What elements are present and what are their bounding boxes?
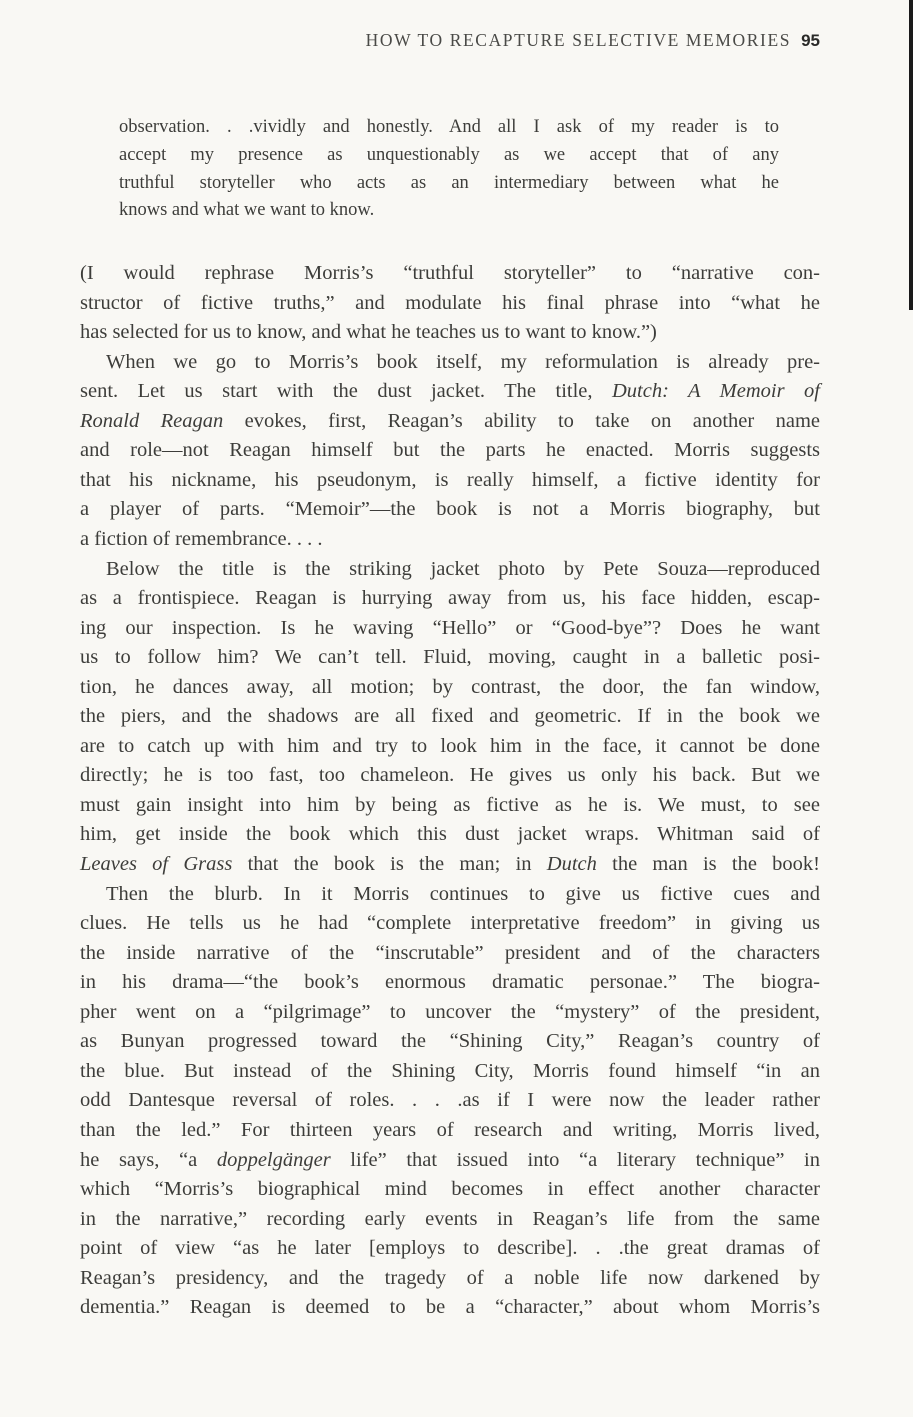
text-segment: a player of parts. “Memoir”—the book is not a Morris biography, but	[80, 498, 820, 521]
body-line	[80, 1030, 820, 1053]
text-segment: accept my presence as unquestionably as we accept that of any	[119, 144, 779, 165]
body-line	[80, 676, 820, 699]
text-segment: as Bunyan progressed toward the “Shining City,” Reagan’s country of	[80, 1030, 820, 1053]
body-line	[80, 1267, 820, 1290]
text-segment: Reagan’s presidency, and the tragedy of a noble life now darkened by	[80, 1266, 820, 1289]
body-line	[80, 587, 820, 610]
body-line	[80, 764, 820, 787]
body-line	[80, 321, 820, 344]
body-line	[80, 853, 820, 876]
body-line	[80, 971, 820, 994]
text-segment: that the book is the man; in	[232, 853, 547, 875]
italic-text: doppelgänger	[216, 1148, 331, 1171]
body-line	[80, 1060, 820, 1083]
text-segment: life” that issued into “a literary technique” in	[330, 1148, 820, 1171]
text-segment: (I would rephrase Morris’s “truthful storyteller” to “narrative con-	[80, 262, 820, 284]
text-segment: observation. . .vividly and honestly. And all I ask of my reader is to	[119, 117, 779, 137]
italic-text: Ronald Reagan	[80, 409, 224, 432]
quote-line	[119, 200, 779, 221]
text-segment: and role—not Reagan himself but the parts he enacted. Morris suggests	[80, 439, 820, 462]
text-segment: are to catch up with him and try to look him in the face, it cannot be done	[80, 734, 820, 757]
body-line	[80, 1119, 820, 1142]
text-segment: When we go to Morris’s book itself, my reformulation is already pre-	[106, 350, 820, 373]
quote-line	[119, 117, 779, 138]
text-segment: must gain insight into him by being as fictive as he is. We must, to see	[80, 793, 820, 816]
body-line	[80, 1001, 820, 1024]
body-line	[80, 1296, 820, 1319]
body-line	[80, 1089, 820, 1112]
text-segment: knows and what we want to know.	[119, 200, 375, 221]
text-segment: he says, “a	[80, 1148, 217, 1171]
text-segment: in the narrative,” recording early events in Reagan’s life from the same	[80, 1207, 820, 1230]
text-segment: a fiction of remembrance. . . .	[80, 527, 323, 550]
page-edge-shadow	[909, 0, 913, 310]
page-number: 95	[801, 31, 820, 50]
body-line	[106, 351, 820, 374]
text-segment: ing our inspection. Is he waving “Hello” or “Good-bye”? Does he want	[80, 616, 820, 639]
text-segment: tion, he dances away, all motion; by contrast, the door, the fan window,	[80, 675, 820, 698]
text-segment: as a frontispiece. Reagan is hurrying away from us, his face hidden, escap-	[80, 587, 820, 610]
body-line	[80, 705, 820, 728]
body-line	[80, 410, 820, 433]
text-segment: the blue. But instead of the Shining City, Morris found himself “in an	[80, 1059, 820, 1082]
running-header	[200, 30, 820, 51]
text-segment: structor of fictive truths,” and modulate his final phrase into “what he	[80, 291, 820, 314]
text-segment: truthful storyteller who acts as an intermediary between what he	[119, 172, 779, 193]
body-line	[80, 528, 820, 551]
text-segment: the piers, and the shadows are all fixed and geometric. If in the book we	[80, 705, 820, 728]
body-line	[80, 1178, 820, 1201]
body-line	[80, 942, 820, 965]
body-line	[106, 558, 820, 581]
body-line	[80, 262, 820, 285]
body-line	[80, 498, 820, 521]
text-segment: that his nickname, his pseudonym, is really himself, a fictive identity for	[80, 468, 820, 491]
text-segment: Then the blurb. In it Morris continues to give us fictive cues and	[106, 882, 820, 905]
text-segment: directly; he is too fast, too chameleon. He gives us only his back. But we	[80, 764, 820, 787]
text-segment: odd Dantesque reversal of roles. . . .as if I were now the leader rather	[80, 1089, 820, 1112]
text-segment: has selected for us to know, and what he teaches us to want to know.”)	[80, 321, 657, 344]
text-segment: the man is the book!	[596, 853, 820, 875]
text-segment: the inside narrative of the “inscrutable” president and of the characters	[80, 941, 820, 964]
body-line	[80, 794, 820, 817]
body-line	[80, 469, 820, 492]
body-line	[80, 735, 820, 758]
text-segment: in his drama—“the book’s enormous dramatic personae.” The biogra-	[80, 971, 820, 994]
body-line	[80, 912, 820, 935]
italic-text: Leaves of Grass	[80, 853, 233, 875]
italic-text: Dutch	[546, 853, 597, 875]
body-line	[80, 292, 820, 315]
text-segment: clues. He tells us he had “complete interpretative freedom” in giving us	[80, 912, 820, 935]
text-segment: than the led.” For thirteen years of research and writing, Morris lived,	[80, 1118, 820, 1141]
text-segment: evokes, first, Reagan’s ability to take on another name	[223, 409, 820, 432]
running-title: HOW TO RECAPTURE SELECTIVE MEMORIES	[365, 30, 792, 50]
body-line	[80, 1149, 820, 1172]
quote-line	[119, 173, 779, 194]
text-segment: us to follow him? We can’t tell. Fluid, moving, caught in a balletic posi-	[80, 646, 820, 669]
body-line	[80, 1208, 820, 1231]
body-line	[80, 380, 820, 403]
text-segment: him, get inside the book which this dust jacket wraps. Whitman said of	[80, 823, 820, 846]
text-segment: Below the title is the striking jacket photo by Pete Souza—reproduced	[106, 557, 820, 580]
body-line	[80, 617, 820, 640]
body-line	[80, 439, 820, 462]
body-line	[80, 1237, 820, 1260]
text-segment: pher went on a “pilgrimage” to uncover the “mystery” of the president,	[80, 1000, 820, 1023]
quote-line	[119, 145, 779, 166]
text-segment: point of view “as he later [employs to describe]. . .the great dramas of	[80, 1237, 820, 1260]
body-line	[106, 883, 820, 906]
italic-text: Dutch: A Memoir of	[612, 380, 820, 403]
body-line	[80, 823, 820, 846]
text-segment: sent. Let us start with the dust jacket. The title,	[80, 380, 612, 403]
text-segment: which “Morris’s biographical mind becomes in effect another character	[80, 1178, 820, 1201]
text-segment: dementia.” Reagan is deemed to be a “character,” about whom Morris’s	[80, 1296, 820, 1319]
body-line	[80, 646, 820, 669]
